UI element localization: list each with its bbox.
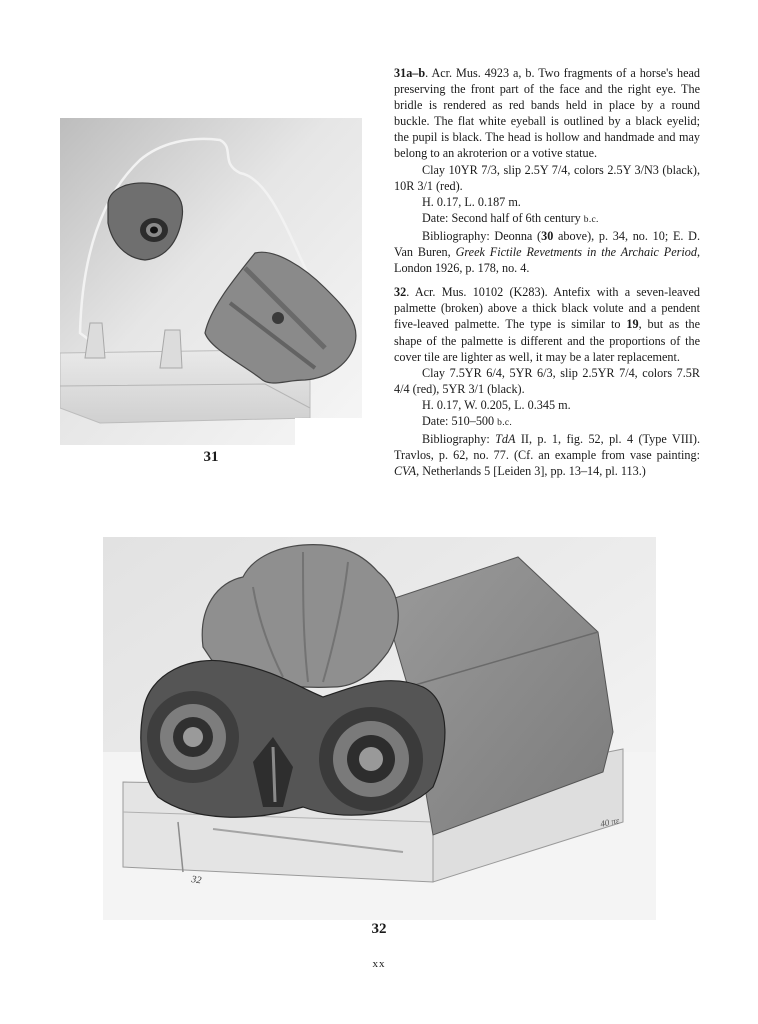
entry-32-date: Date: 510–500 b.c. <box>422 413 513 428</box>
figure-32-label: 32 <box>371 921 387 937</box>
page-folio: xx <box>372 958 386 970</box>
entry-31-clay: Clay 10YR 7/3, slip 2.5Y 7/4, colors 2.5Y 3/N3 (black), 10R 3/1 (red). <box>394 162 700 193</box>
figure-32-photo <box>103 537 656 920</box>
figure-31-label: 31 <box>203 449 219 465</box>
entry-32-dimensions: H. 0.17, W. 0.205, L. 0.345 m. <box>422 397 571 412</box>
catalogue-text-column <box>394 65 700 479</box>
entry-32-description: 32. Acr. Mus. 10102 (K283). Antefix with a seven-leaved palmette (broken) above a thick black volute and a pendent five-leaved palmette. The type is similar to 19, but as the shape of the palmette is different and the proportions of the cover tile are lighter as well, it may be a later replacement. <box>394 285 701 364</box>
entry-31-bibliography: Bibliography: Deonna (30 above), p. 34, no. 10; E. D. Van Buren, Greek Fictile Revetments in the Archaic Period, London 1926, p. 178, no. 4. <box>394 228 700 276</box>
entry-32-clay: Clay 7.5YR 6/4, 5YR 6/3, slip 2.5YR 7/4, colors 7.5R 4/4 (red), 5YR 3/1 (black). <box>394 365 700 396</box>
entry-31-dimensions: H. 0.17, L. 0.187 m. <box>422 194 521 209</box>
figure-32-inscription: 32 <box>190 874 203 887</box>
figure-31-photo <box>60 118 362 445</box>
antefix-image <box>103 537 656 920</box>
entry-31-date: Date: Second half of 6th century b.c. <box>422 210 599 225</box>
entry-31-description: 31a–b. Acr. Mus. 4923 a, b. Two fragments of a horse's head preserving the front part of the face and the right eye. The bridle is rendered as red bands held in place by a round buckle. The flat white eyeball is outlined by a black eyelid; the pupil is black. The head is hollow and handmade and may belong to an akroterion or a votive statue. <box>394 66 700 161</box>
entry-32-bibliography: Bibliography: TdA II, p. 1, fig. 52, pl. 4 (Type VIII). Travlos, p. 62, no. 77. (Cf. an example from vase painting: CVA, Netherlands 5 [Leiden 3], pp. 13–14, pl. 113.) <box>394 432 700 479</box>
figure-32-side-inscription: 40 πε <box>599 815 621 829</box>
horse-head-fragments-image <box>60 118 362 445</box>
